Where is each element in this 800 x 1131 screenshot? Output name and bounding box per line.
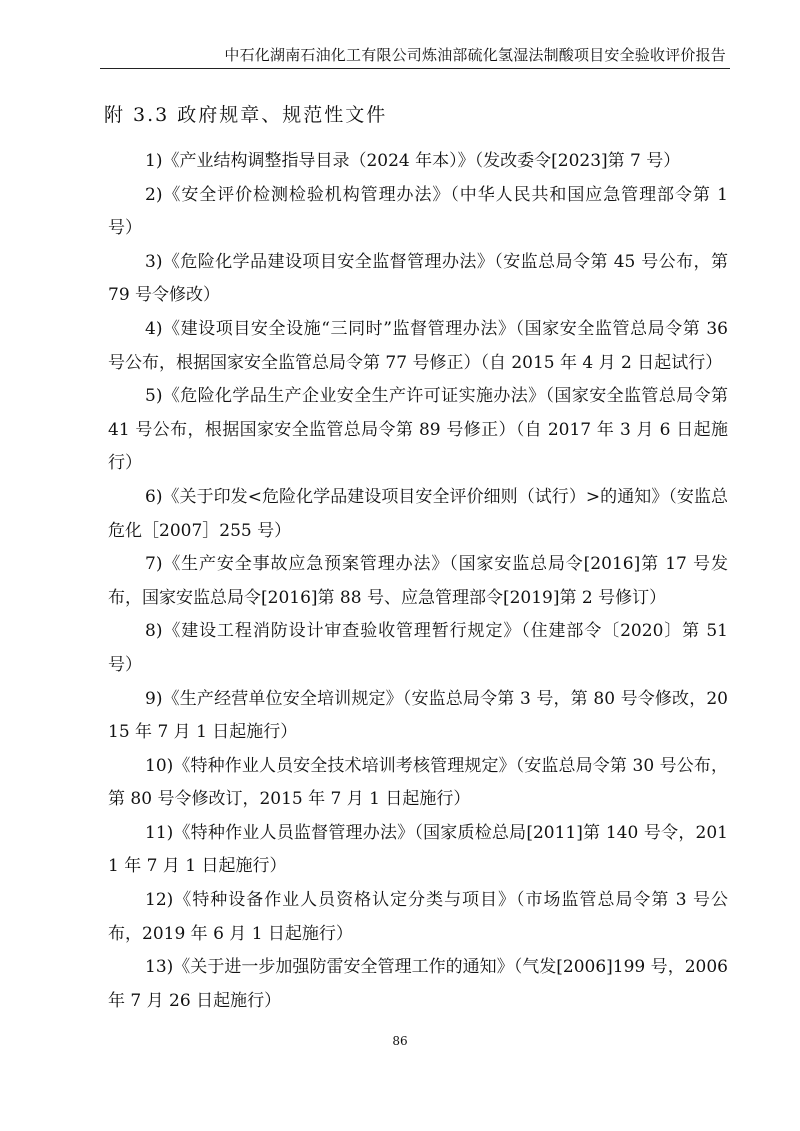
reference-item: 12)《特种设备作业人员资格认定分类与项目》（市场监管总局令第 3 号公布，2019 年 6 月 1 日起施行） — [108, 890, 728, 944]
reference-item: 7)《生产安全事故应急预案管理办法》（国家安监总局令[2016]第 17 号发布，国家安监总局令[2016]第 88 号、应急管理部令[2019]第 2 号修订） — [108, 554, 728, 608]
section-title: 附 3.3 政府规章、规范性文件 — [104, 104, 388, 126]
reference-item: 5)《危险化学品生产企业安全生产许可证实施办法》（国家安全监管总局令第 41 号公布，根据国家安全监管总局令第 89 号修正）（自 2017 年 3 月 6 日起施行） — [108, 386, 728, 474]
reference-item: 4)《建设项目安全设施“三同时”监督管理办法》（国家安全监管总局令第 36 号公布，根据国家安全监管总局令第 77 号修正）（自 2015 年 4 月 2 日起试行） — [108, 318, 728, 373]
reference-item: 3)《危险化学品建设项目安全监督管理办法》（安监总局令第 45 号公布，第 79 号令修改） — [108, 251, 728, 306]
reference-list — [108, 145, 728, 1018]
header-divider — [100, 68, 730, 69]
reference-item: 13)《关于进一步加强防雷安全管理工作的通知》（气发[2006]199 号，2006 年 7 月 26 日起施行） — [108, 957, 728, 1011]
reference-item: 2)《安全评价检测检验机构管理办法》（中华人民共和国应急管理部令第 1 号） — [108, 184, 728, 239]
reference-item: 1)《产业结构调整指导目录（2024 年本）》（发改委令[2023]第 7 号） — [145, 151, 681, 171]
reference-item: 6)《关于印发<危险化学品建设项目安全评价细则（试行）>的通知》（安监总危化［2007］255 号） — [108, 486, 728, 541]
reference-item: 10)《特种作业人员安全技术培训考核管理规定》（安监总局令第 30 号公布，第 80 号令修改订，2015 年 7 月 1 日起施行） — [108, 755, 728, 810]
reference-item: 8)《建设工程消防设计审查验收管理暂行规定》（住建部令〔2020〕第 51 号） — [108, 621, 728, 675]
document-header: 中石化湖南石油化工有限公司炼油部硫化氢湿法制酸项目安全验收评价报告 — [224, 46, 726, 64]
page-number: 86 — [392, 1034, 408, 1048]
reference-item: 9)《生产经营单位安全培训规定》（安监总局令第 3 号，第 80 号令修改，2015 年 7 月 1 日起施行） — [108, 688, 728, 743]
reference-item: 11)《特种作业人员监督管理办法》（国家质检总局[2011]第 140 号令，2011 年 7 月 1 日起施行） — [108, 822, 728, 877]
